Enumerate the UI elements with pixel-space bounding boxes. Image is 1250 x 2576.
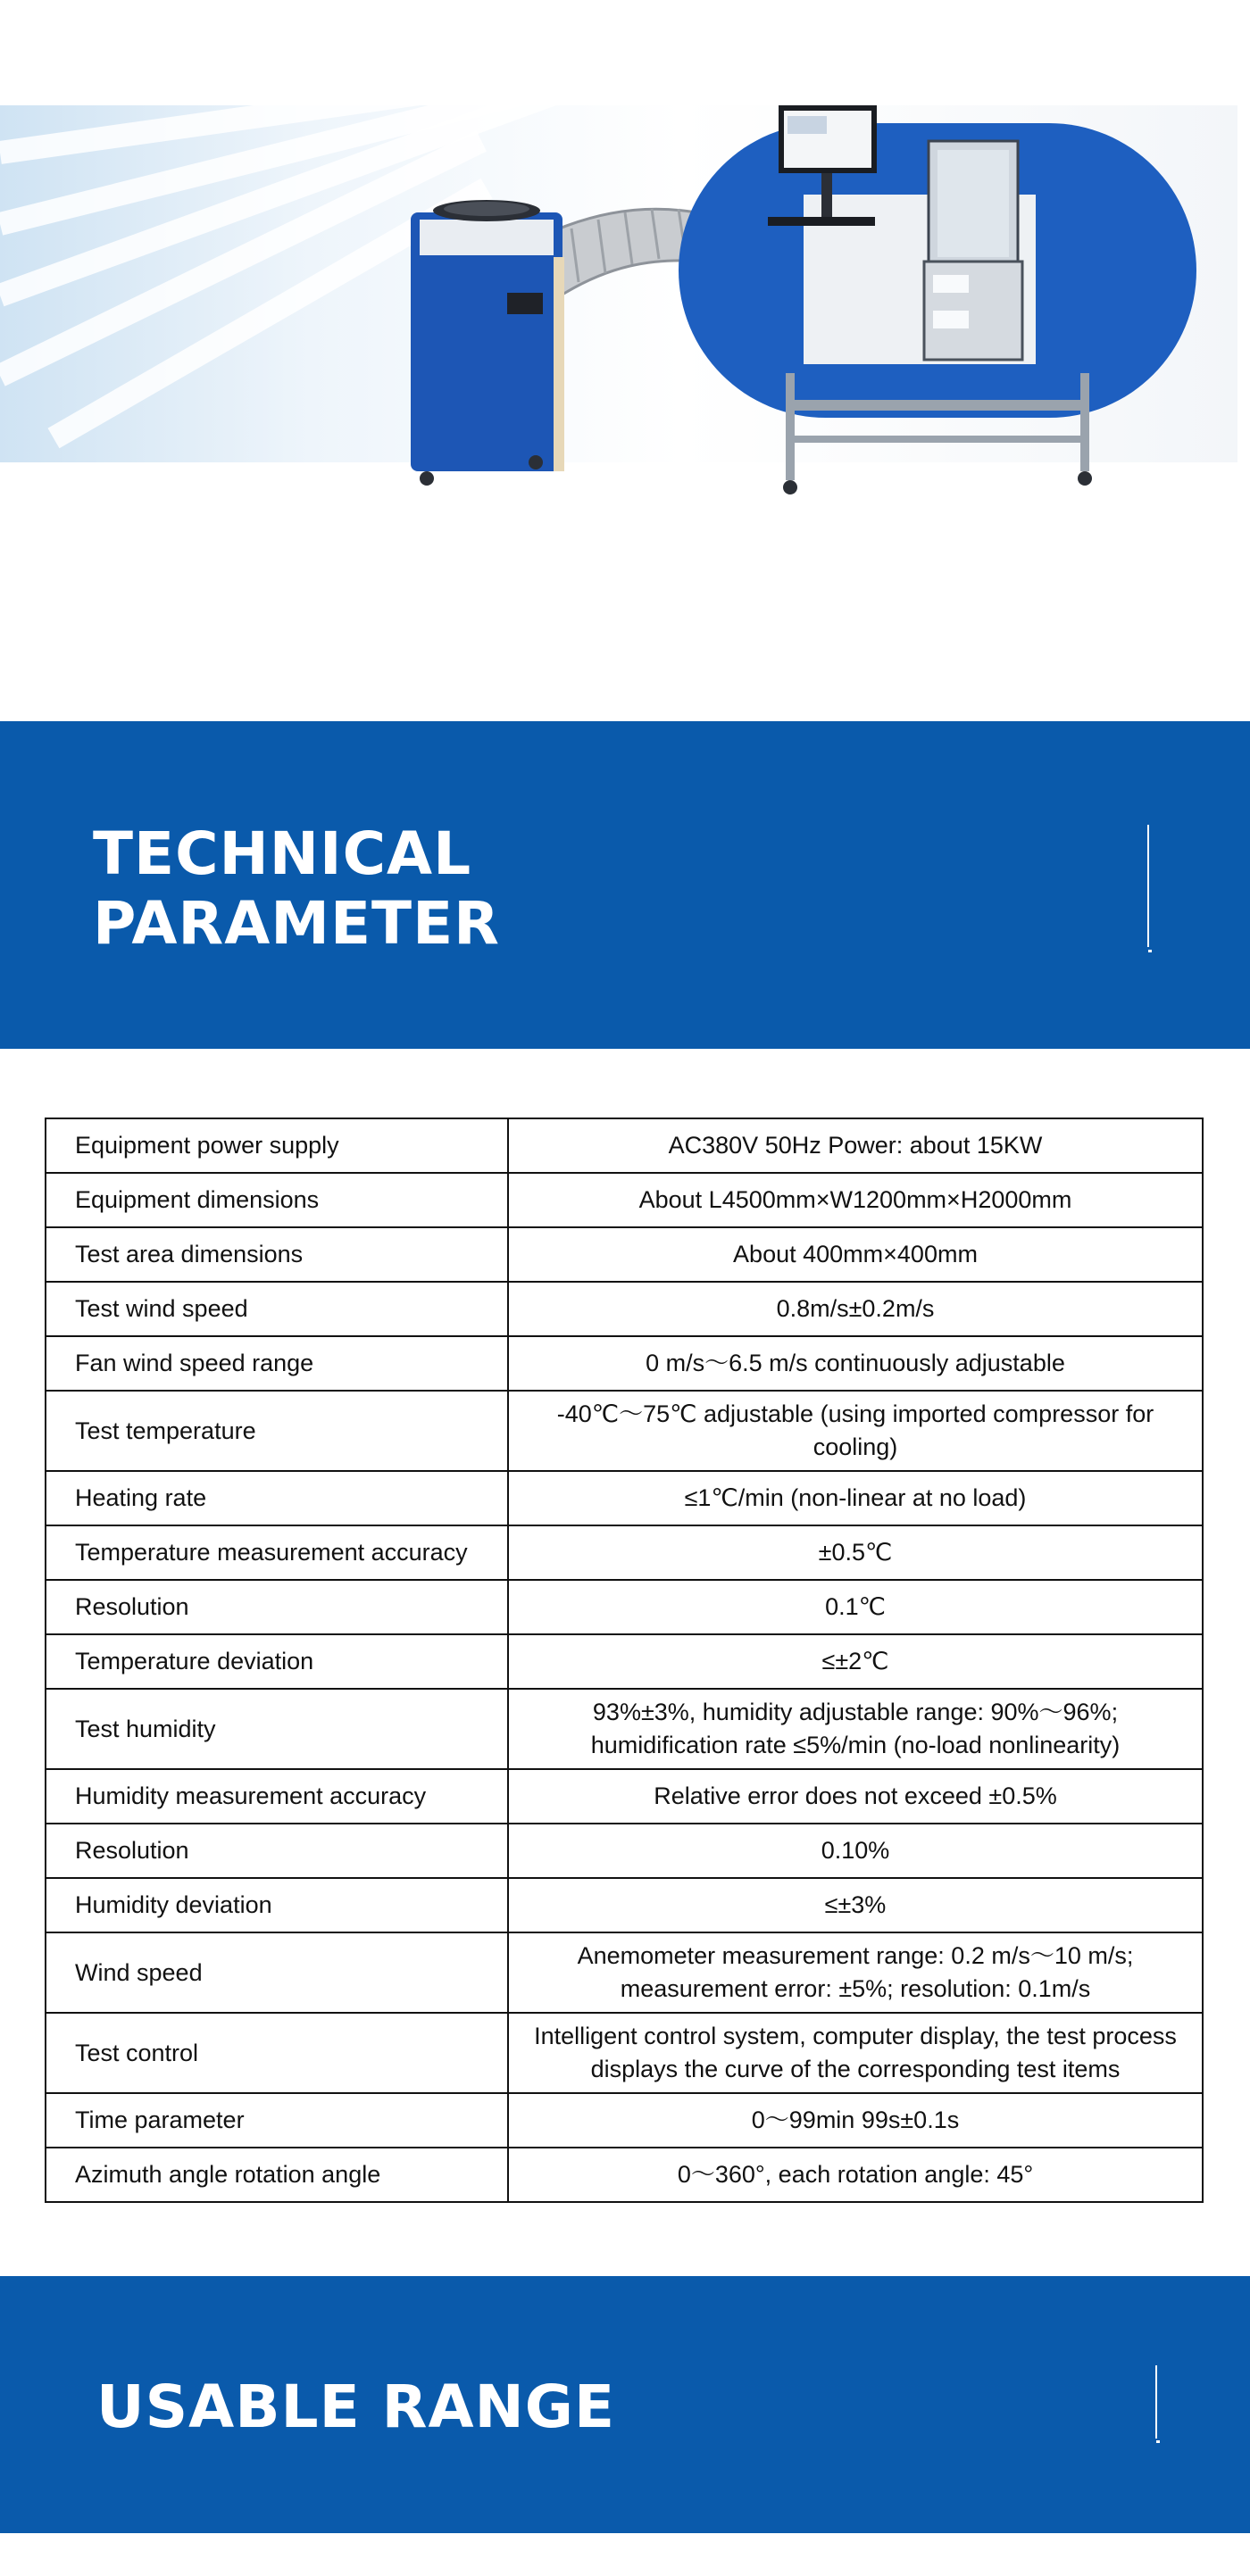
parameter-name: Humidity measurement accuracy [46, 1769, 508, 1824]
parameter-name: Wind speed [46, 1932, 508, 2013]
table-row [46, 1769, 1203, 1824]
parameter-name: Equipment power supply [46, 1118, 508, 1173]
table-row [46, 1173, 1203, 1227]
table-row [46, 1634, 1203, 1689]
parameter-name: Humidity deviation [46, 1878, 508, 1932]
technical-parameter-table [45, 1118, 1204, 2203]
parameter-value: AC380V 50Hz Power: about 15KW [508, 1118, 1203, 1173]
table-row [46, 1580, 1203, 1634]
table-row [46, 1525, 1203, 1580]
parameter-name: Test area dimensions [46, 1227, 508, 1282]
parameter-name: Resolution [46, 1824, 508, 1878]
usable-range-title: USABLE RANGE [96, 2372, 616, 2441]
parameter-value: -40℃～75℃ adjustable (using imported compressor for cooling) [508, 1391, 1203, 1471]
parameter-name: Azimuth angle rotation angle [46, 2148, 508, 2202]
control-panel-icon [924, 262, 1022, 360]
parameter-value: 0 m/s～6.5 m/s continuously adjustable [508, 1336, 1203, 1391]
banner-divider [1155, 2365, 1157, 2439]
parameter-value: ≤±2℃ [508, 1634, 1203, 1689]
parameter-value: Anemometer measurement range: 0.2 m/s～10 m/s; measurement error: ±5%; resolution: 0.1m/s [508, 1932, 1203, 2013]
equipment-illustration [0, 105, 1238, 498]
title-line-1: TECHNICAL [93, 819, 472, 888]
parameter-value: About 400mm×400mm [508, 1227, 1203, 1282]
table-row [46, 1391, 1203, 1471]
banner-divider-dot [1148, 950, 1152, 952]
parameter-value: 0.1℃ [508, 1580, 1203, 1634]
parameter-name: Temperature deviation [46, 1634, 508, 1689]
parameter-value: 93%±3%, humidity adjustable range: 90%～96%; humidification rate ≤5%/min (no-load nonlinearity) [508, 1689, 1203, 1769]
parameter-name: Test control [46, 2013, 508, 2093]
parameter-value: Relative error does not exceed ±0.5% [508, 1769, 1203, 1824]
parameter-value: 0.10% [508, 1824, 1203, 1878]
table-row [46, 1282, 1203, 1336]
table-row [46, 1118, 1203, 1173]
usable-range-banner [0, 2276, 1250, 2533]
parameter-name: Test temperature [46, 1391, 508, 1471]
technical-parameter-banner [0, 721, 1250, 1049]
banner-divider-dot [1156, 2440, 1160, 2443]
parameter-name: Temperature measurement accuracy [46, 1525, 508, 1580]
parameter-value: ±0.5℃ [508, 1525, 1203, 1580]
parameter-value: 0～360°, each rotation angle: 45° [508, 2148, 1203, 2202]
banner-divider [1147, 825, 1149, 947]
parameter-name: Resolution [46, 1580, 508, 1634]
technical-parameter-title [93, 819, 500, 959]
title-line-2: PARAMETER [93, 889, 500, 958]
table-row [46, 1689, 1203, 1769]
table-row [46, 1878, 1203, 1932]
parameter-value: About L4500mm×W1200mm×H2000mm [508, 1173, 1203, 1227]
parameter-name: Fan wind speed range [46, 1336, 508, 1391]
table-row [46, 2013, 1203, 2093]
parameter-value: 0～99min 99s±0.1s [508, 2093, 1203, 2148]
parameter-name: Test wind speed [46, 1282, 508, 1336]
table-row [46, 1471, 1203, 1525]
table-row [46, 1227, 1203, 1282]
parameter-name: Heating rate [46, 1471, 508, 1525]
parameter-value: ≤1℃/min (non-linear at no load) [508, 1471, 1203, 1525]
table-row [46, 2093, 1203, 2148]
air-conditioner-unit-icon [411, 200, 564, 486]
parameter-name: Test humidity [46, 1689, 508, 1769]
parameter-name: Time parameter [46, 2093, 508, 2148]
parameter-value: ≤±3% [508, 1878, 1203, 1932]
table-row [46, 2148, 1203, 2202]
parameter-name: Equipment dimensions [46, 1173, 508, 1227]
table-row [46, 1336, 1203, 1391]
parameter-value: Intelligent control system, computer display, the test process displays the curve of the corresponding test items [508, 2013, 1203, 2093]
product-hero-image [0, 105, 1238, 462]
table-row [46, 1932, 1203, 2013]
parameter-value: 0.8m/s±0.2m/s [508, 1282, 1203, 1336]
table-row [46, 1824, 1203, 1878]
